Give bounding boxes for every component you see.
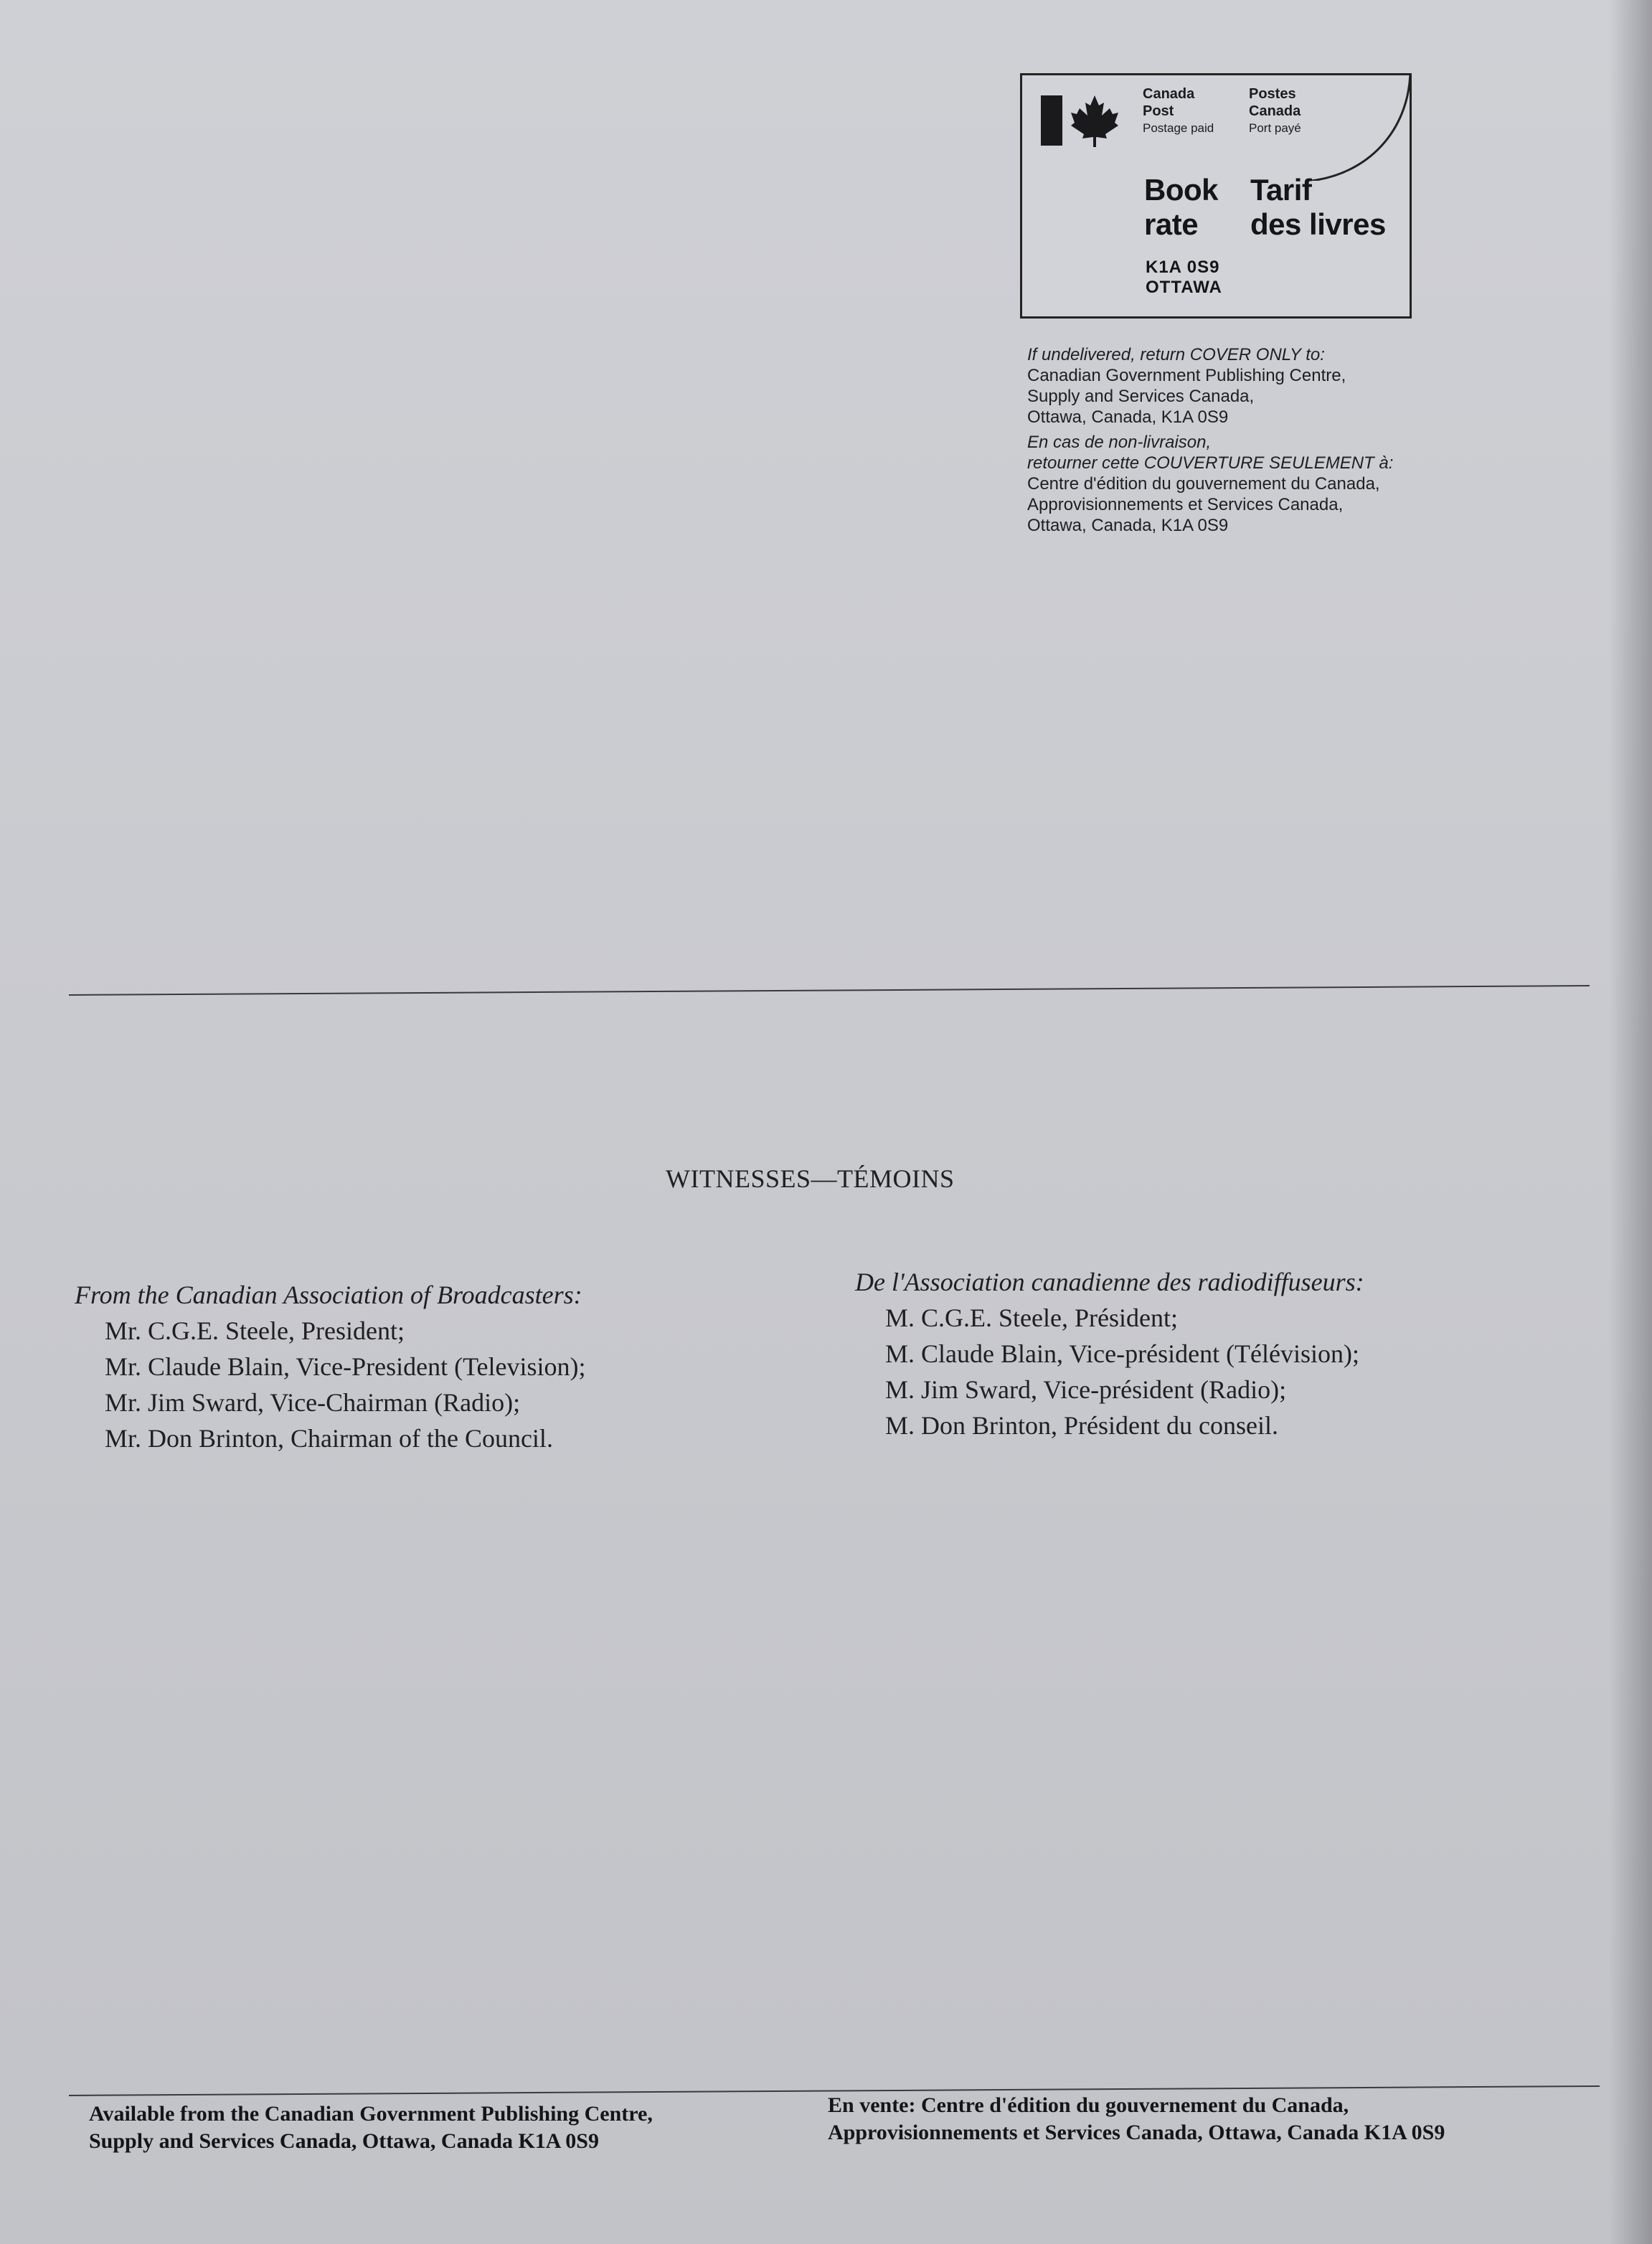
port-paye-label: Port payé [1249, 121, 1301, 135]
postage-indicia [1020, 73, 1412, 319]
canada-fr-label: Canada [1249, 103, 1301, 119]
page-edge-shadow [1609, 0, 1652, 2244]
return-fr-line: Centre d'édition du gouvernement du Canada, [1027, 474, 1380, 494]
witness-item: Mr. Claude Blain, Vice-President (Television); [105, 1352, 586, 1381]
canada-flag-icon [1041, 95, 1127, 146]
section-divider [69, 985, 1590, 996]
return-en-line: Supply and Services Canada, [1027, 387, 1255, 406]
tarif-line2: des livres [1250, 207, 1386, 241]
book-rate [1144, 173, 1218, 242]
witnesses-title: WITNESSES—TÉMOINS [666, 1164, 955, 1193]
return-fr-line: Ottawa, Canada, K1A 0S9 [1027, 516, 1229, 535]
footer-french [828, 2092, 1603, 2146]
postes-label: Postes [1249, 86, 1296, 102]
footer-en-line1: Available from the Canadian Government Publishing Centre, [89, 2102, 653, 2126]
witness-item: M. Don Brinton, Président du conseil. [885, 1411, 1278, 1440]
book-rate-line2: rate [1144, 207, 1199, 241]
return-fr-line: En cas de non-livraison, [1027, 433, 1212, 452]
witness-item: Mr. C.G.E. Steele, President; [105, 1316, 405, 1345]
indicia-corner-curve [1283, 73, 1412, 181]
canada-post-en [1143, 85, 1214, 137]
witness-item: Mr. Don Brinton, Chairman of the Council. [105, 1424, 553, 1453]
witnesses-english-column [75, 1277, 821, 1456]
footer-english [89, 2101, 835, 2155]
maple-leaf-icon [1070, 94, 1120, 147]
return-address [1027, 344, 1529, 536]
postes-canada-fr [1249, 85, 1301, 137]
organization-name: De l'Association canadienne des radiodiffuseurs: [855, 1268, 1364, 1296]
return-fr-line: retourner cette COUVERTURE SEULEMENT à: [1027, 453, 1394, 473]
witness-item: M. C.G.E. Steele, Président; [885, 1304, 1178, 1332]
canada-label: Canada [1143, 86, 1195, 102]
postal-city: OTTAWA [1146, 278, 1222, 297]
postal-block [1146, 258, 1222, 298]
witness-item: Mr. Jim Sward, Vice-Chairman (Radio); [105, 1388, 521, 1417]
witness-item: M. Claude Blain, Vice-président (Télévision); [885, 1339, 1360, 1368]
footer-en-line2: Supply and Services Canada, Ottawa, Canada K1A 0S9 [89, 2129, 599, 2153]
footer-fr-line2: Approvisionnements et Services Canada, Ottawa, Canada K1A 0S9 [828, 2121, 1445, 2144]
witness-item: M. Jim Sward, Vice-président (Radio); [885, 1375, 1287, 1404]
return-en-line: Canadian Government Publishing Centre, [1027, 366, 1346, 385]
book-rate-line1: Book [1144, 173, 1218, 207]
footer-fr-line1: En vente: Centre d'édition du gouvernement du Canada, [828, 2093, 1349, 2117]
organization-name: From the Canadian Association of Broadcasters: [75, 1281, 582, 1309]
tarif-des-livres [1250, 173, 1386, 242]
witnesses-french-column [855, 1264, 1601, 1443]
return-en-line: If undelivered, return COVER ONLY to: [1027, 345, 1325, 364]
postal-code: K1A 0S9 [1146, 258, 1220, 277]
post-label: Post [1143, 103, 1174, 119]
return-en-line: Ottawa, Canada, K1A 0S9 [1027, 407, 1229, 427]
flag-bar [1041, 95, 1062, 146]
tarif-line1: Tarif [1250, 173, 1312, 207]
return-fr-line: Approvisionnements et Services Canada, [1027, 495, 1344, 514]
postage-paid-label: Postage paid [1143, 121, 1214, 135]
